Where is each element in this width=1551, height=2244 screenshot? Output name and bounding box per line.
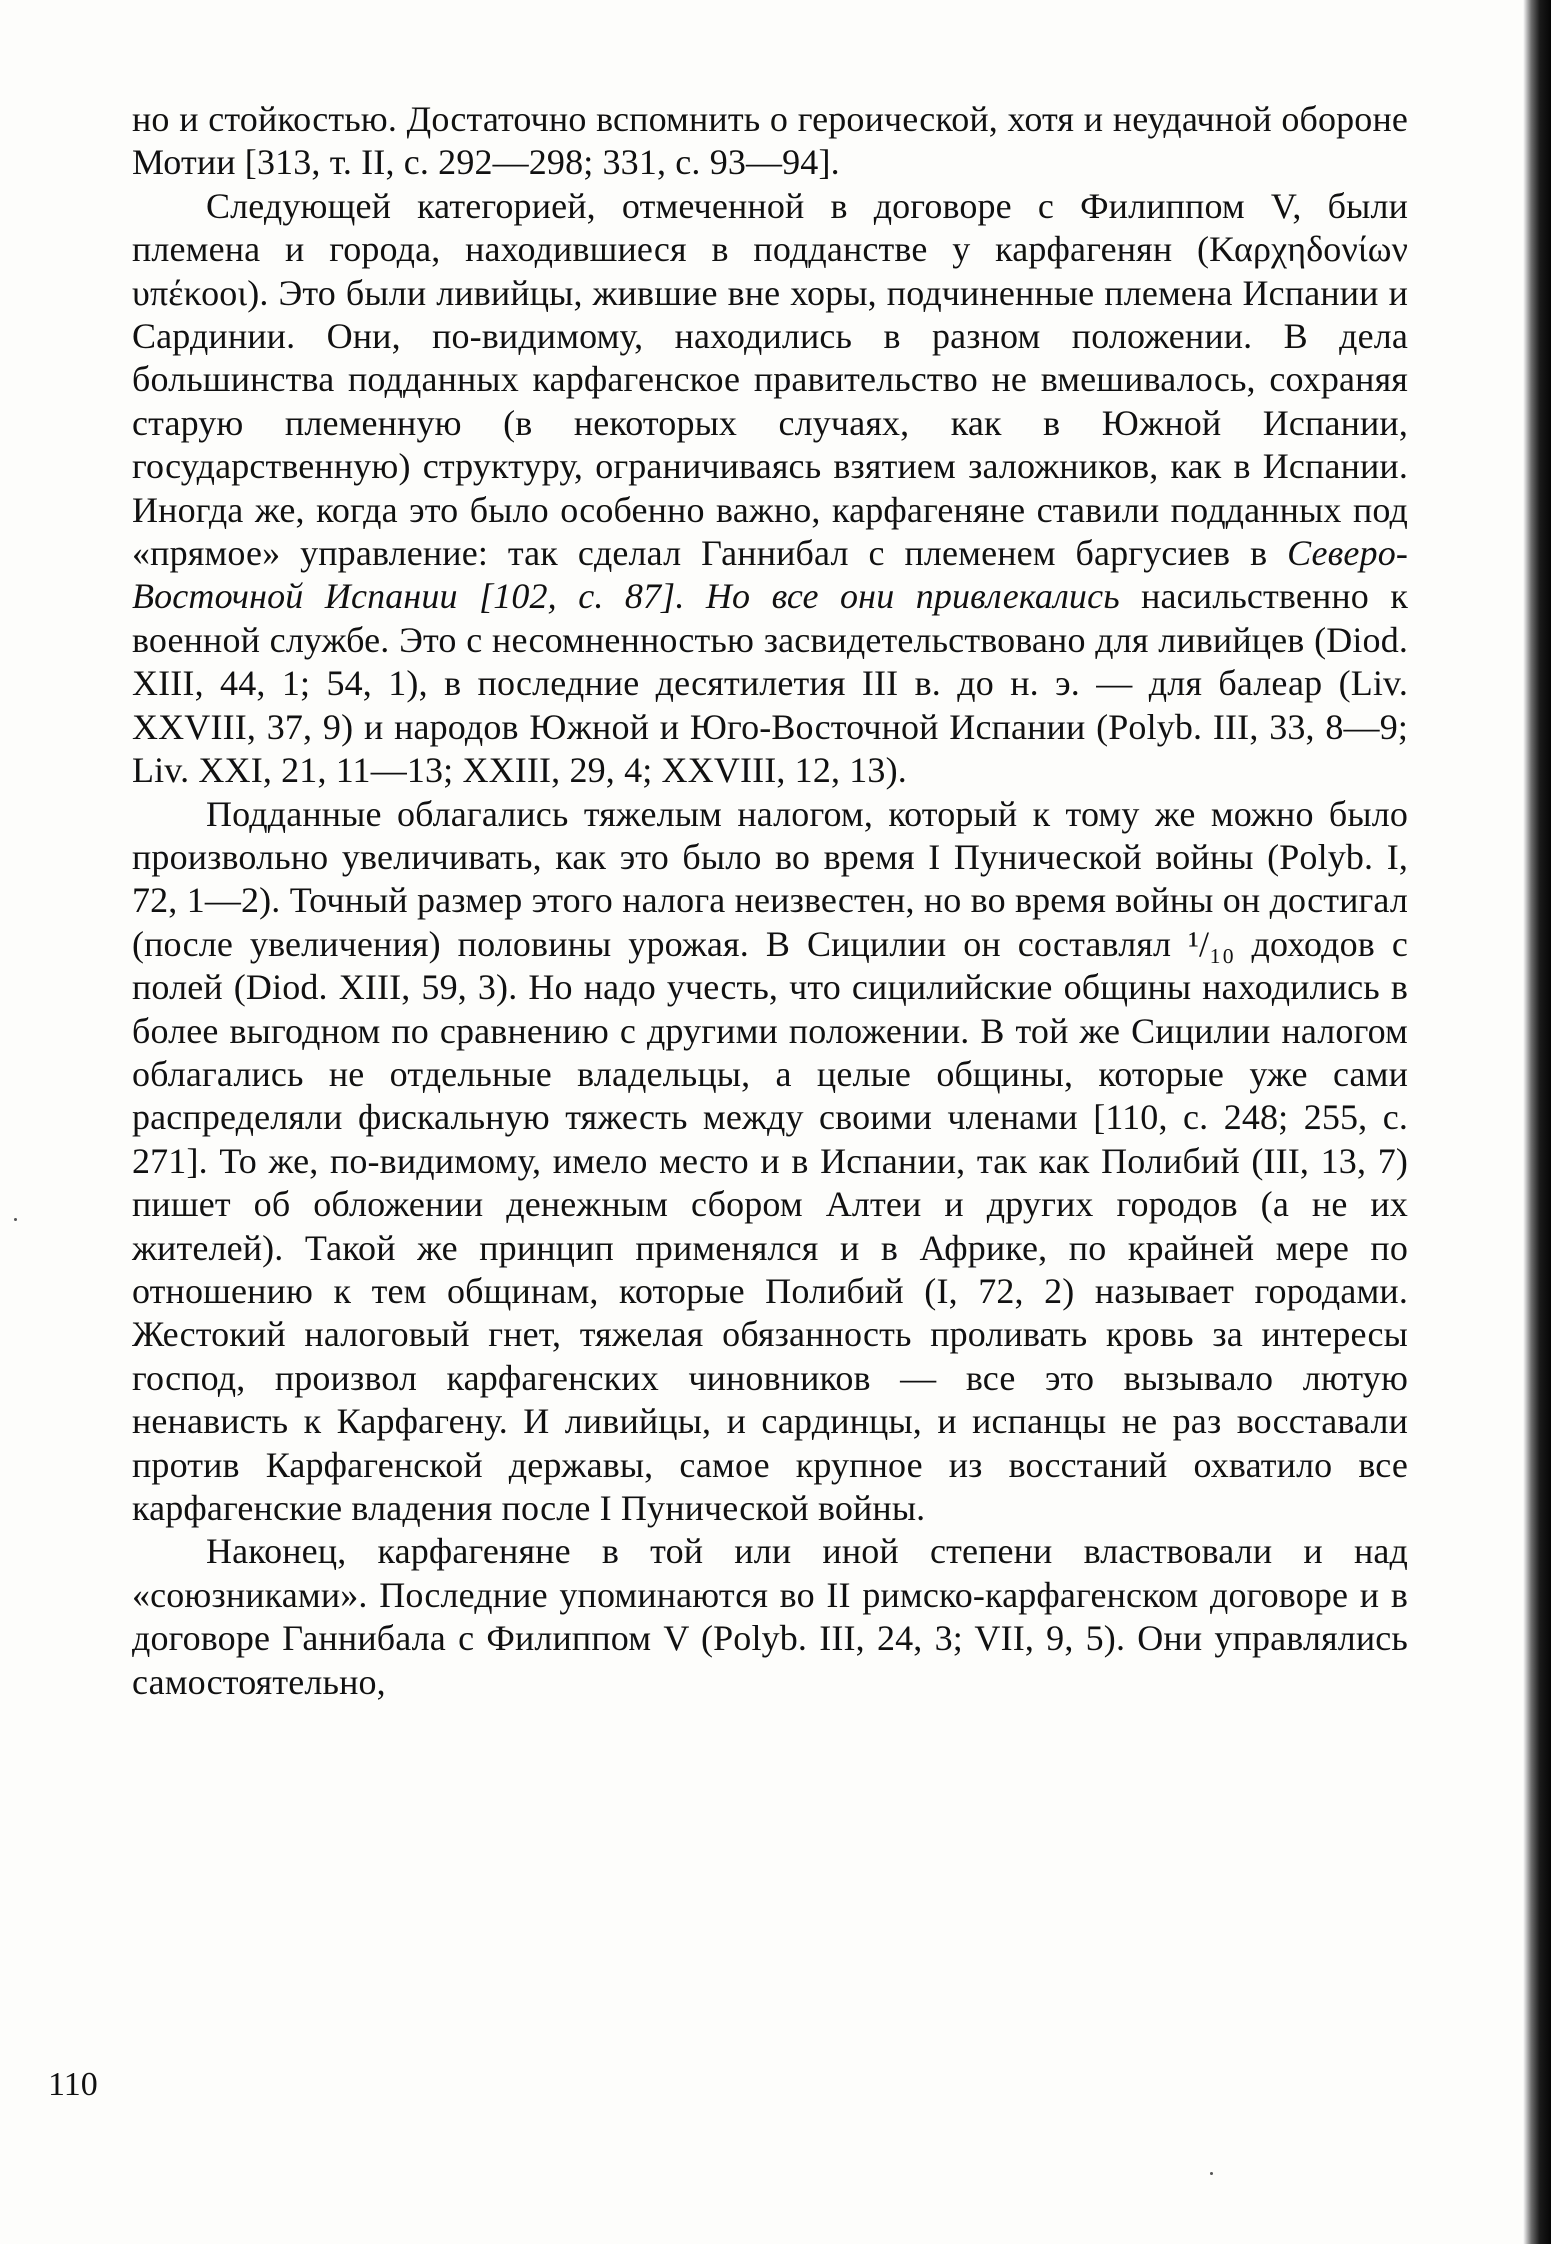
body-text [132,98,1408,1704]
paragraph [132,793,1408,1531]
paragraph [132,185,1408,793]
paragraph [132,1530,1408,1704]
text-segment: но и стойкостью. Достаточно вспомнить о героической, хотя и неудачной обороне Мотии [313, т. II, с. 292—298; 331, с. 93—94]. [132,99,1408,183]
scan-speck [1210,2172,1213,2175]
italic-text-segment: Северо-Восточной Испании [102, с. 87]. Но все они привлекались [132,533,1408,617]
paragraph [132,98,1408,185]
page-number: 110 [48,2066,98,2103]
scan-speck [14,1218,17,1221]
text-segment: Подданные облагались тяжелым налогом, который к тому же можно было произвольно увеличивать, как это было во время I Пунической войны (Polyb. I, 72, 1—2). Точный размер этого налога неизвестен, но во время войны он достигал (после увеличения) половины урожая. В Сицилии он составлял ¹/₁₀ доходов с полей (Diod. XIII, 59, 3). Но надо учесть, что сицилийские общины находились в более выгодном по сравнению с другими положении. В той же Сицилии налогом облагались не отдельные владельцы, а целые общины, которые уже сами распределяли фискальную тяжесть между своими членами [110, с. 248; 255, с. 271]. То же, по-видимому, имело место и в Испании, так как Полибий (III, 13, 7) пишет об обложении денежным сбором Алтеи и других городов (а не их жителей). Такой же принцип применялся и в Африке, по крайней мере по отношению к тем общинам, которые Полибий (I, 72, 2) называет городами. Жестокий налоговый гнет, тяжелая обязанность проливать кровь за интересы господ, произвол карфагенских чиновников — все это вызывало лютую ненависть к Карфагену. И ливийцы, и сардинцы, и испанцы не раз восставали против Карфагенской державы, самое крупное из восстаний охватило все карфагенские владения после I Пунической войны. [132,793,1408,1528]
text-segment: Следующей категорией, отмеченной в договоре с Филиппом V, были племена и города, находившиеся в подданстве у карфагенян (Καρχηδονίων υπέκοοι). Это были ливийцы, жившие вне хоры, подчиненные племена Испании и Сардинии. Они, по-видимому, находились в разном положении. В дела большинства подданных карфагенское правительство не вмешивалось, сохраняя старую племенную (в некоторых случаях, как в Южной Испании, государственную) структуру, ограничиваясь взятием заложников, как в Испании. Иногда же, когда это было особенно важно, карфагеняне ставили подданных под «прямое» управление: так сделал Ганнибал с племенем баргусиев в [132,185,1408,574]
text-segment: насильственно к военной службе. Это с несомненностью засвидетельствовано для ливийцев (Diod. XIII, 44, 1; 54, 1), в последние десятилетия III в. до н. э. — для балеар (Liv. XXVIII, 37, 9) и народов Южной и Юго-Восточной Испании (Polyb. III, 33, 8—9; Liv. XXI, 21, 11—13; XXIII, 29, 4; XXVIII, 12, 13). [132,576,1408,791]
scan-edge-shadow [1523,0,1551,2244]
text-segment: Наконец, карфагеняне в той или иной степени властвовали и над «союзниками». Последние упоминаются во II римско-карфагенском договоре и в договоре Ганнибала с Филиппом V (Polyb. III, 24, 3; VII, 9, 5). Они управлялись самостоятельно, [132,1531,1408,1702]
